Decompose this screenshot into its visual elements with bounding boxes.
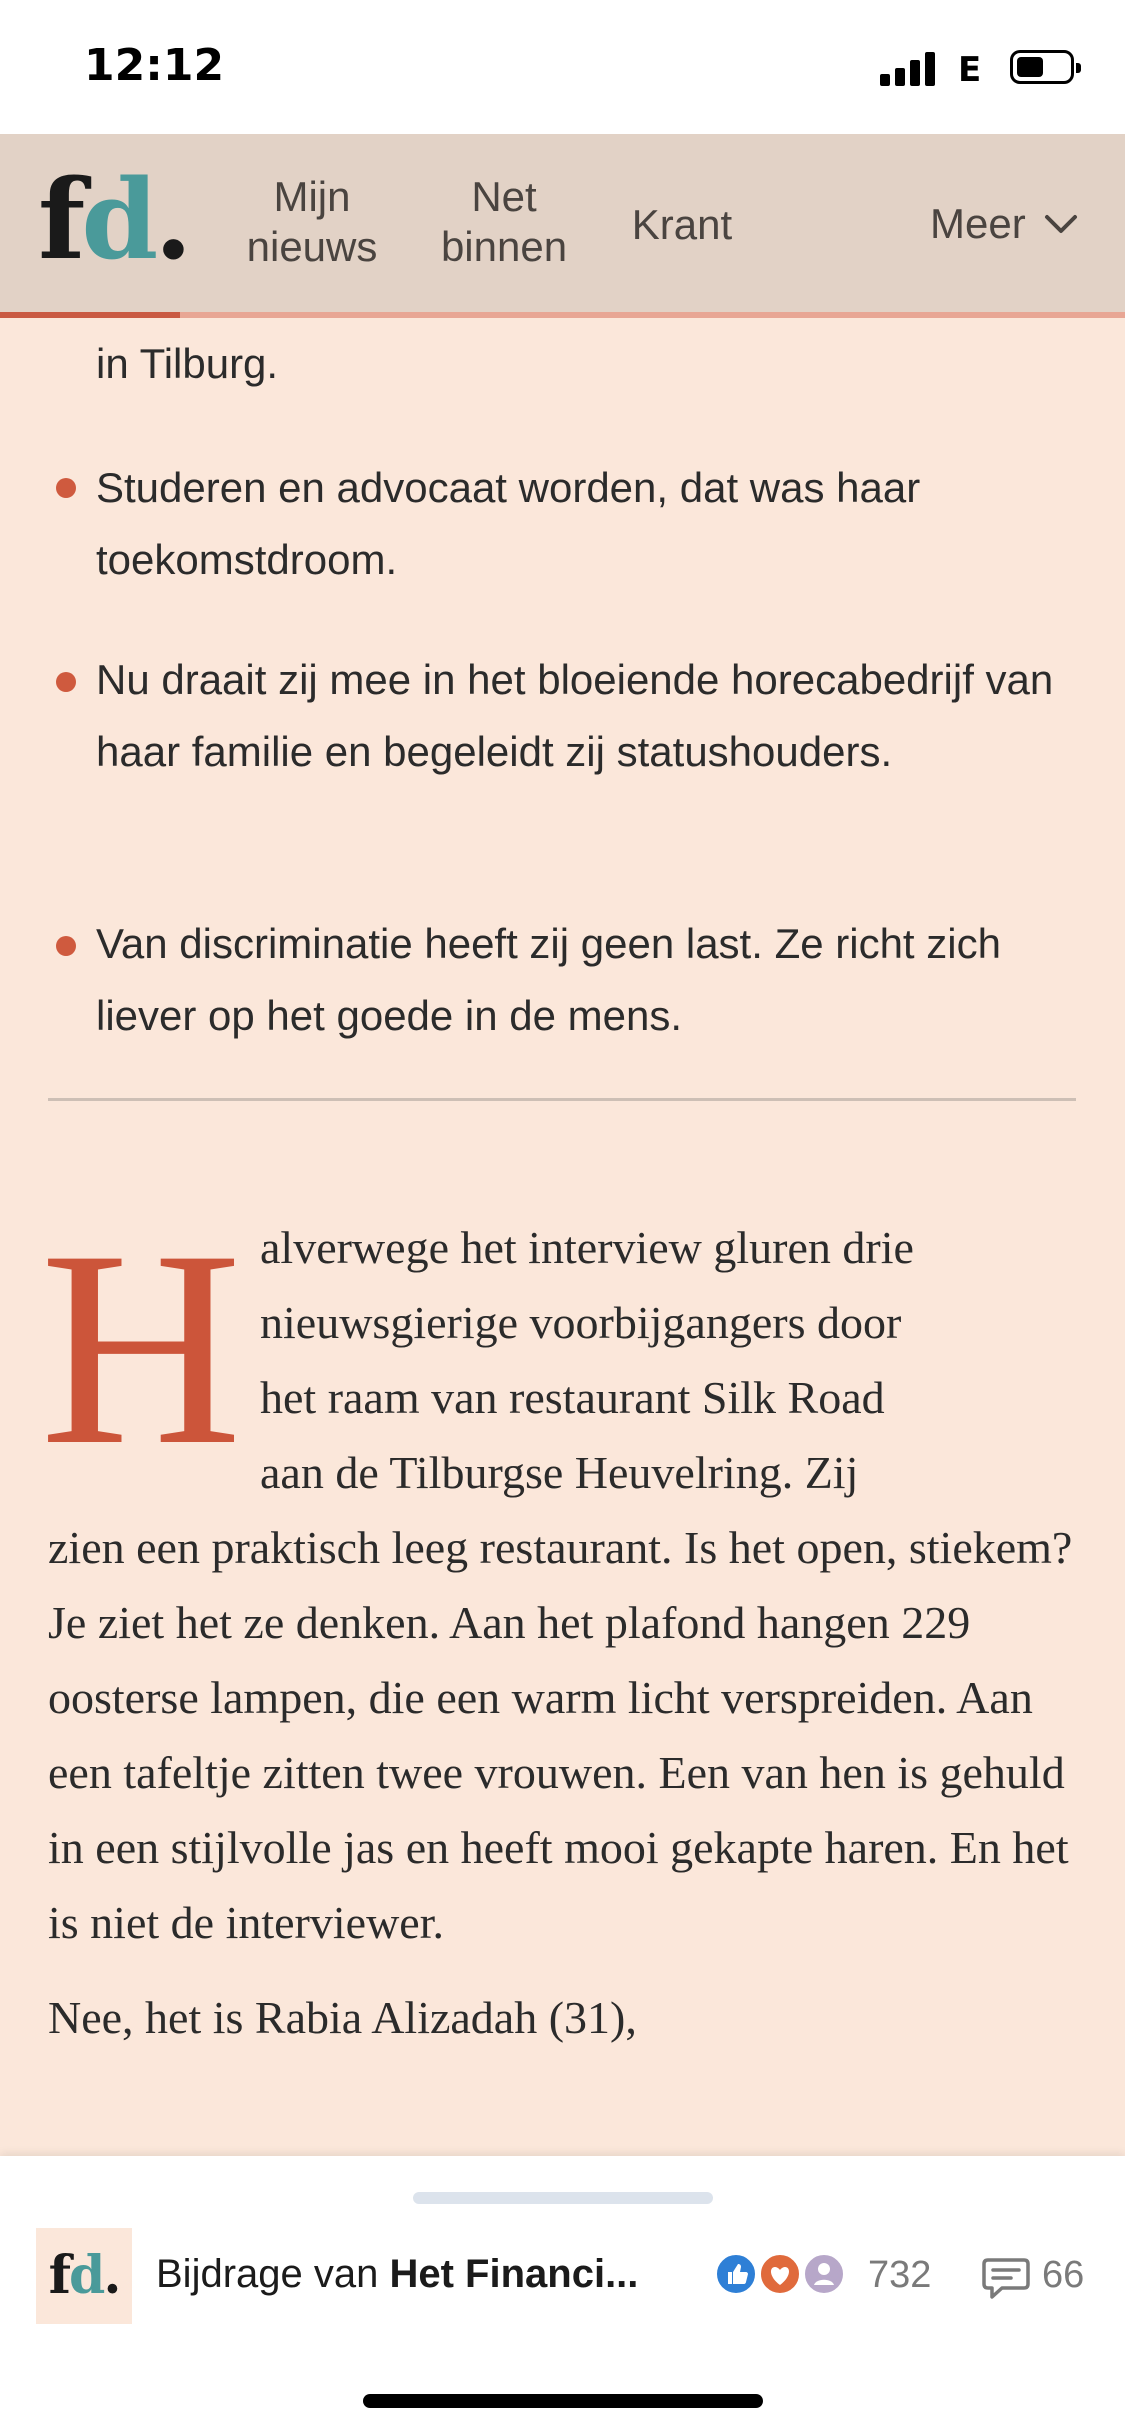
- fd-logo[interactable]: fd.: [38, 155, 189, 284]
- section-divider: [48, 1098, 1076, 1101]
- nav-net-binnen[interactable]: Net binnen: [440, 173, 568, 270]
- network-type: E: [958, 50, 982, 90]
- nav-mijn-nieuws[interactable]: Mijn nieuws: [246, 173, 378, 270]
- summary-bullet: Nu draait zij mee in het bloeiende horecabedrijf van haar familie en begeleidt zij statushouders.: [96, 656, 1054, 775]
- status-time: 12:12: [84, 40, 225, 91]
- bullet-dot: [56, 672, 76, 692]
- lead-line: nieuwsgierige voorbijgangers door: [260, 1297, 902, 1348]
- publisher-name: Het Financi...: [389, 2252, 639, 2296]
- nav-meer-button[interactable]: Meer: [930, 200, 1078, 248]
- reactions-button[interactable]: [714, 2252, 844, 2298]
- bullet-dot: [56, 936, 76, 956]
- battery-fill: [1017, 57, 1043, 77]
- lead-line: alverwege het interview gluren drie: [260, 1222, 914, 1273]
- status-bar: [0, 0, 1125, 134]
- drop-cap: H: [40, 1192, 243, 1503]
- battery-icon: [1010, 50, 1074, 84]
- summary-bullet-partial: in Tilburg.: [96, 340, 279, 387]
- contribution-label[interactable]: Bijdrage van Het Financi...: [156, 2252, 639, 2296]
- comment-icon[interactable]: [980, 2256, 1032, 2302]
- hug-icon: [802, 2252, 846, 2296]
- lead-line: het raam van restaurant Silk Road: [260, 1372, 885, 1423]
- paragraph-next: Nee, het is Rabia Alizadah (31),: [48, 1992, 637, 2043]
- reactions-count: 732: [868, 2254, 932, 2296]
- heart-icon: [758, 2252, 802, 2296]
- article-content[interactable]: [0, 318, 1125, 2158]
- nav-krant[interactable]: Krant: [631, 201, 733, 248]
- summary-bullet: Van discriminatie heeft zij geen last. Ze richt zich liever op het goede in de mens.: [96, 920, 1001, 1039]
- lead-line: aan de Tilburgse Heuvelring. Zij: [260, 1447, 859, 1498]
- thumbs-up-icon: [714, 2252, 758, 2296]
- summary-bullet: Studeren en advocaat worden, dat was haar toekomstdroom.: [96, 464, 921, 583]
- publisher-logo[interactable]: fd.: [36, 2228, 132, 2324]
- paragraph-body: zien een praktisch leeg restaurant. Is het open, stiekem? Je ziet het ze denken. Aan het plafond hangen 229 oosterse lampen, die een warm licht verspreiden. Aan een tafeltje zitten twee vrouwen. Een van hen is gehuld in een stijlvolle jas en heeft mooi gekapte haren. En het is niet de interviewer.: [48, 1522, 1073, 1948]
- home-indicator[interactable]: [363, 2394, 763, 2408]
- comments-count: 66: [1042, 2254, 1085, 2296]
- chevron-down-icon: [1044, 213, 1078, 235]
- signal-icon: [880, 52, 938, 86]
- drag-handle[interactable]: [413, 2192, 713, 2204]
- bullet-dot: [56, 478, 76, 498]
- site-header: [0, 134, 1125, 314]
